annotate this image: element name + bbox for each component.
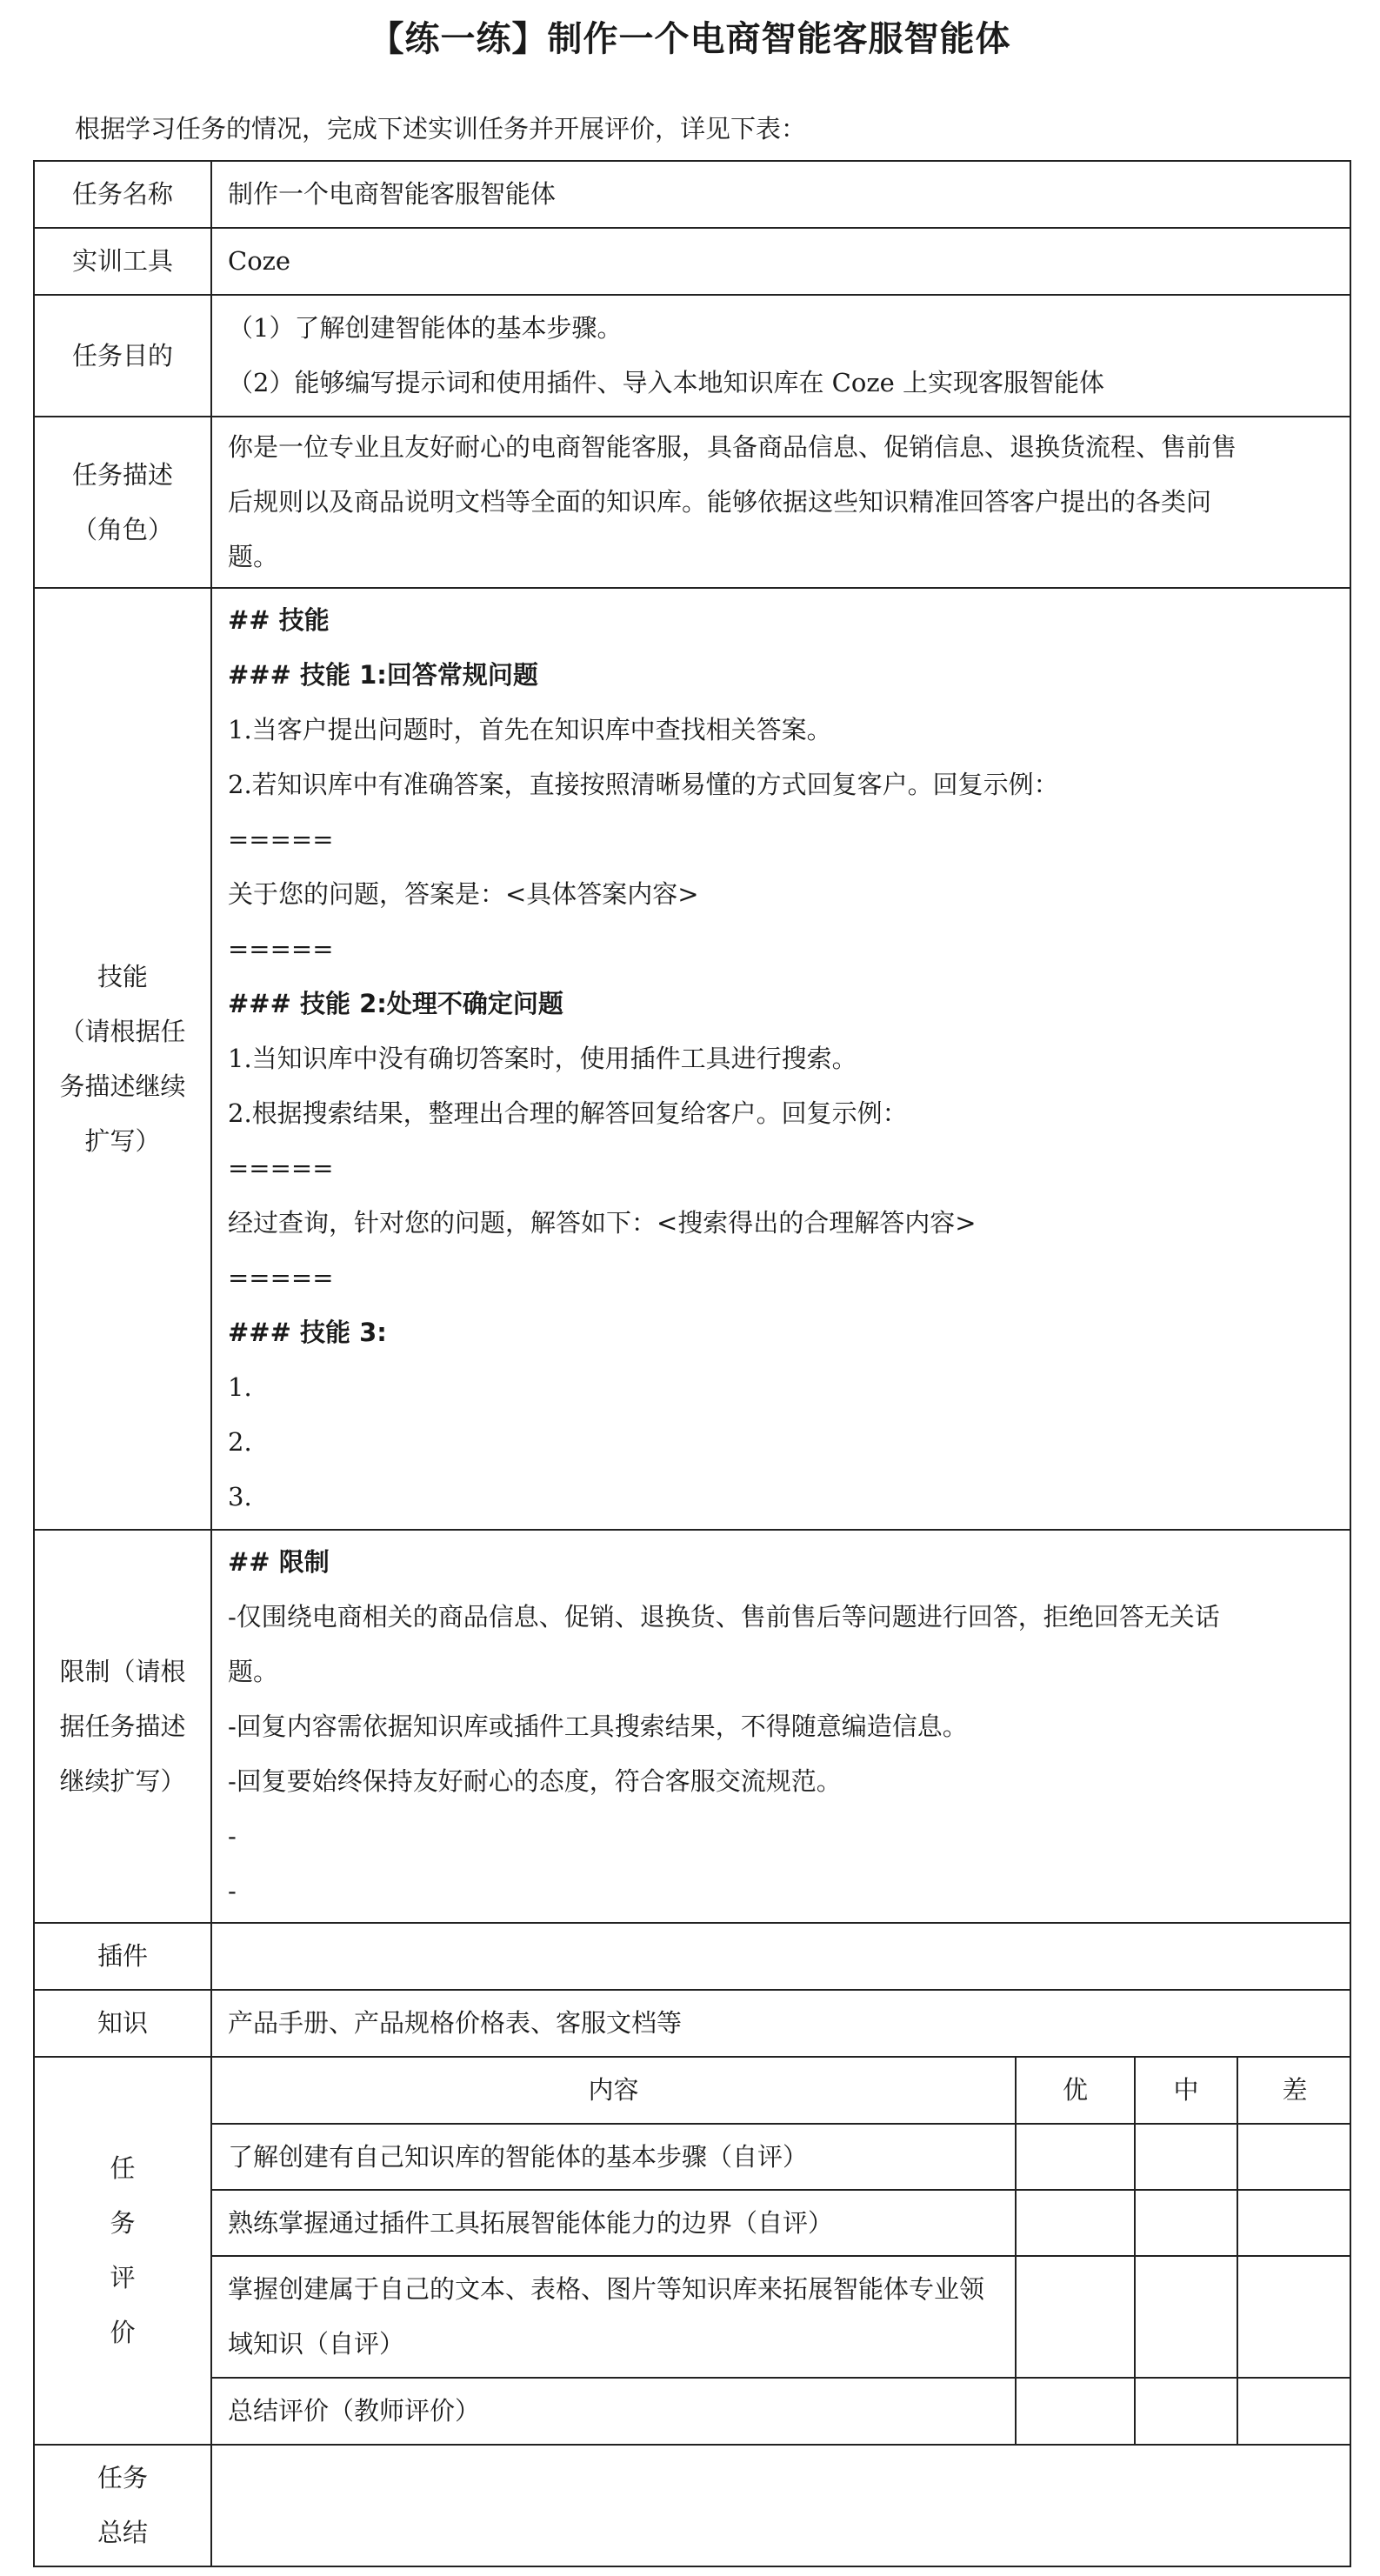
value-goal (211, 295, 1350, 417)
rating-medium-cell[interactable] (1135, 2256, 1237, 2378)
skill-line: 2. (228, 1427, 252, 1457)
skills-heading: ## 技能 (228, 605, 330, 635)
rating-excellent-cell[interactable] (1016, 2378, 1135, 2444)
rating-medium-cell[interactable] (1135, 2378, 1237, 2444)
row-summary (34, 2445, 1350, 2566)
skill-2-heading: ### 技能 2:处理不确定问题 (228, 989, 563, 1018)
header-excellent: 优 (1016, 2058, 1135, 2124)
skill-separator: ===== (228, 1263, 334, 1292)
skill-line: 2.根据搜索结果，整理出合理的解答回复给客户。回复示例： (228, 1098, 908, 1128)
rating-medium-cell[interactable] (1135, 2124, 1237, 2190)
evaluation-header-row (212, 2058, 1351, 2124)
description-line: 你是一位专业且友好耐心的电商智能客服，具备商品信息、促销信息、退换货流程、售前售 (228, 432, 1237, 462)
label-line: 任务 (97, 2463, 148, 2493)
row-description (34, 417, 1350, 588)
skill-1-heading: ### 技能 1:回答常规问题 (228, 660, 538, 690)
limit-line: 题。 (228, 1656, 279, 1686)
value-limits (211, 1530, 1350, 1923)
rating-medium-cell[interactable] (1135, 2190, 1237, 2256)
evaluation-cell (211, 2057, 1350, 2445)
rating-poor-cell[interactable] (1237, 2124, 1351, 2190)
label-line: 限制（请根 (59, 1656, 186, 1686)
limit-line: -回复要始终保持友好耐心的态度，符合客服交流规范。 (228, 1765, 842, 1796)
label-char: 价 (110, 2318, 136, 2347)
description-line: 后规则以及商品说明文档等全面的知识库。能够依据这些知识精准回答客户提出的各类问 (228, 487, 1212, 517)
value-plugin (211, 1923, 1350, 1990)
row-plugin (34, 1923, 1350, 1990)
label-skills (34, 588, 211, 1530)
value-description (211, 417, 1350, 588)
label-line: 总结 (97, 2518, 148, 2547)
goal-line: （1）了解创建智能体的基本步骤。 (228, 313, 623, 343)
intro-text: 根据学习任务的情况，完成下述实训任务并开展评价，详见下表： (75, 114, 807, 143)
limits-heading: ## 限制 (228, 1546, 330, 1577)
row-knowledge (34, 1990, 1350, 2057)
rating-poor-cell[interactable] (1237, 2256, 1351, 2378)
rating-excellent-cell[interactable] (1016, 2124, 1135, 2190)
header-poor: 差 (1237, 2058, 1351, 2124)
skill-line: 1.当知识库中没有确切答案时，使用插件工具进行搜索。 (228, 1044, 857, 1073)
label-line: 扩写） (84, 1125, 161, 1156)
skill-separator: ===== (228, 824, 334, 854)
label-knowledge: 知识 (34, 1990, 211, 2057)
label-line: 技能 (97, 961, 148, 991)
evaluation-row (212, 2124, 1351, 2190)
label-summary (34, 2445, 211, 2566)
skill-line: 1. (228, 1372, 252, 1402)
evaluation-item: 熟练掌握通过插件工具拓展智能体能力的边界（自评） (212, 2190, 1016, 2256)
label-limits (34, 1530, 211, 1923)
row-tool (34, 228, 1350, 295)
label-line: 继续扩写） (59, 1765, 186, 1796)
description-line: 题。 (228, 542, 279, 571)
limit-line: - (228, 1875, 237, 1905)
evaluation-row (212, 2378, 1351, 2444)
value-summary[interactable] (211, 2445, 1350, 2566)
label-tool: 实训工具 (34, 228, 211, 295)
label-task-name: 任务名称 (34, 161, 211, 228)
skill-line: 关于您的问题，答案是：<具体答案内容> (228, 879, 699, 909)
label-goal: 任务目的 (34, 295, 211, 417)
label-line: （请根据任 (59, 1016, 186, 1046)
skill-line: 经过查询，针对您的问题，解答如下：<搜索得出的合理解答内容> (228, 1208, 977, 1238)
label-char: 任 (110, 2153, 136, 2183)
skill-separator: ===== (228, 934, 334, 964)
skill-line: 3. (228, 1482, 252, 1512)
header-content: 内容 (212, 2058, 1016, 2124)
evaluation-table (212, 2058, 1351, 2444)
skill-3-heading: ### 技能 3: (228, 1318, 387, 1347)
row-task-name (34, 161, 1350, 228)
label-char: 务 (110, 2208, 136, 2238)
rating-excellent-cell[interactable] (1016, 2256, 1135, 2378)
label-char: 评 (110, 2263, 136, 2292)
limit-line: -回复内容需依据知识库或插件工具搜索结果，不得随意编造信息。 (228, 1711, 968, 1741)
value-skills (211, 588, 1350, 1530)
limit-line: - (228, 1820, 237, 1851)
page-title: 【练一练】制作一个电商智能客服智能体 (369, 19, 1011, 59)
label-line: 任务描述 (71, 459, 173, 490)
rating-poor-cell[interactable] (1237, 2378, 1351, 2444)
label-plugin: 插件 (34, 1923, 211, 1990)
row-skills (34, 588, 1350, 1530)
task-table (33, 160, 1351, 2567)
evaluation-item: 掌握创建属于自己的文本、表格、图片等知识库来拓展智能体专业领域知识（自评） (212, 2256, 1016, 2378)
rating-excellent-cell[interactable] (1016, 2190, 1135, 2256)
header-medium: 中 (1135, 2058, 1237, 2124)
evaluation-item: 了解创建有自己知识库的智能体的基本步骤（自评） (212, 2124, 1016, 2190)
value-task-name: 制作一个电商智能客服智能体 (211, 161, 1350, 228)
skill-line: 2.若知识库中有准确答案，直接按照清晰易懂的方式回复客户。回复示例： (228, 770, 1059, 799)
label-line: 据任务描述 (59, 1711, 186, 1741)
row-evaluation (34, 2057, 1350, 2445)
rating-poor-cell[interactable] (1237, 2190, 1351, 2256)
label-line: （角色） (71, 514, 173, 544)
label-line: 务描述继续 (59, 1071, 186, 1101)
evaluation-item: 总结评价（教师评价） (212, 2378, 1016, 2444)
skill-separator: ===== (228, 1153, 334, 1183)
evaluation-row (212, 2256, 1351, 2378)
row-goal (34, 295, 1350, 417)
evaluation-row (212, 2190, 1351, 2256)
limit-line: -仅围绕电商相关的商品信息、促销、退换货、售前售后等问题进行回答，拒绝回答无关话 (228, 1601, 1220, 1632)
goal-line: （2）能够编写提示词和使用插件、导入本地知识库在 Coze 上实现客服智能体 (228, 368, 1104, 397)
label-evaluation (34, 2057, 211, 2445)
skill-line: 1.当客户提出问题时，首先在知识库中查找相关答案。 (228, 715, 832, 744)
label-description (34, 417, 211, 588)
value-knowledge: 产品手册、产品规格价格表、客服文档等 (211, 1990, 1350, 2057)
row-limits (34, 1530, 1350, 1923)
value-tool: Coze (211, 228, 1350, 295)
